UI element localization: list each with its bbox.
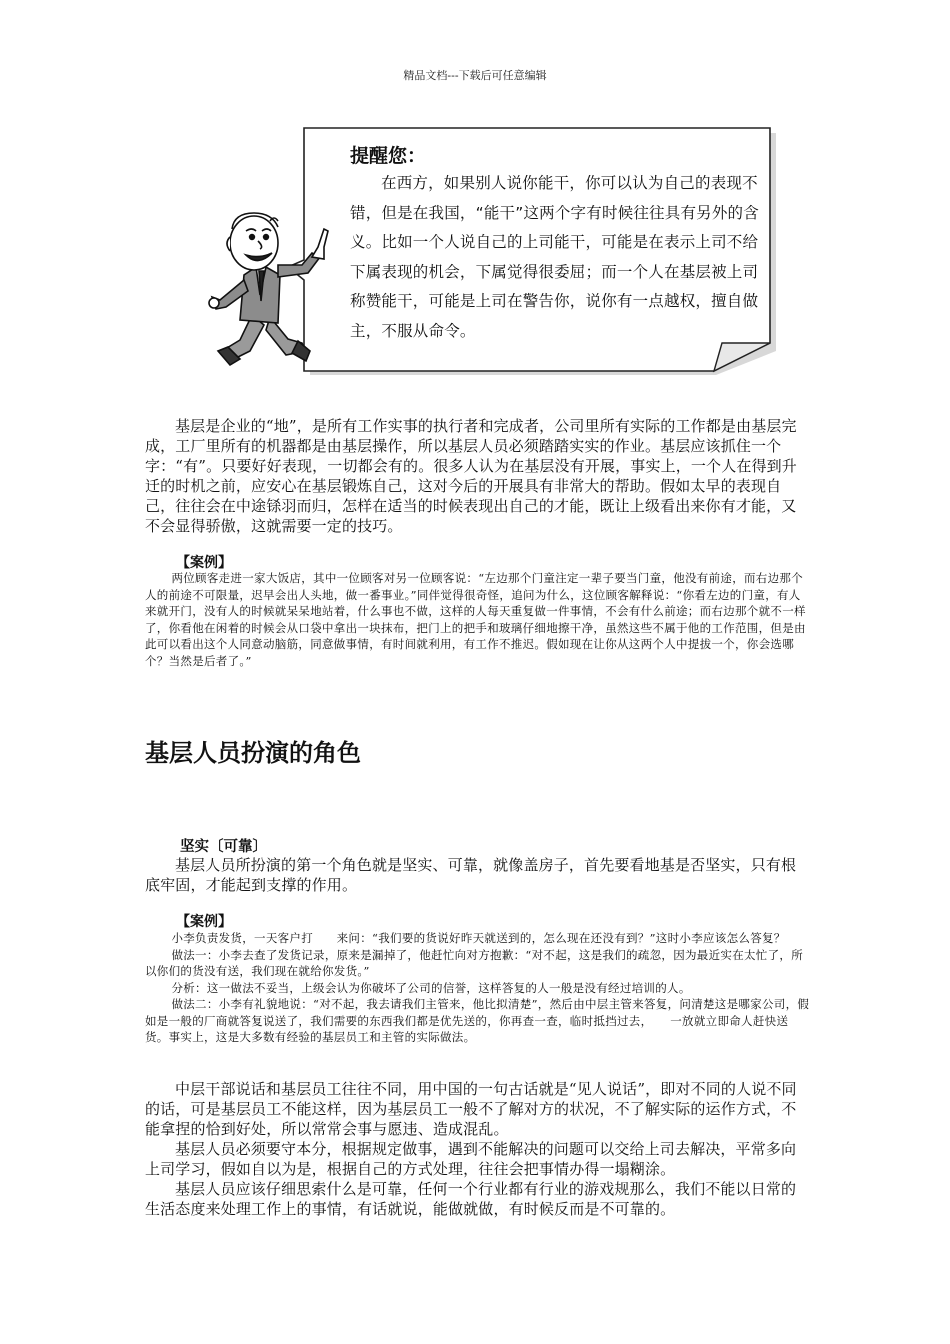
closing-paragraph: 中层干部说话和基层员工往往不同，用中国的一句古话就是“见人说话”，即对不同的人说不同的话，可是基层员工不能这样，因为基层员工一般不了解对方的状况，不了解实际的运作方式，不能拿捏的恰到好处，所以常常会事与愿违、造成混乱。: [145, 1080, 797, 1138]
closing-paragraphs: [145, 1079, 810, 1219]
tip-body: 在西方，如果别人说你能干，你可以认为自己的表现不错，但是在我国，“能干”这两个字有时候往往具有另外的含义。比如一个人说自己的上司能干，可能是在表示上司不给下属表现的机会，下属觉得很委屈；而一个人在基层被上司称赞能干，可能是上司在警告你，说你有一点越权，擅自做主，不服从命令。: [350, 174, 759, 340]
role-paragraph: 基层人员所扮演的第一个角色就是坚实、可靠，就像盖房子，首先要看地基是否坚实，只有根底牢固，才能起到支撑的作用。: [145, 856, 797, 894]
closing-paragraph: 基层人员必须要守本分，根据规定做事，遇到不能解决的问题可以交给上司去解决，平常多向上司学习，假如自以为是，根据自己的方式处理，往往会把事情办得一塌糊涂。: [145, 1140, 797, 1178]
case-line: 小李负责发货，一天客户打 来问：“我们要的货说好昨天就送到的，怎么现在还没有到？”这时小李应该怎么答复？: [171, 931, 786, 945]
tip-title: 提醒您：: [350, 145, 427, 167]
tip-callout: [200, 125, 778, 377]
case-text: [145, 930, 810, 1046]
case-line: 做法一：小李去查了发货记录，原来是漏掉了，他赶忙向对方抱歉：“对不起，这是我们的疏忽，因为最近实在太忙了，所以你们的货没有送，我们现在就给你发货。”: [145, 947, 804, 978]
intro-paragraph: 基层是企业的“地”，是所有工作实事的执行者和完成者，公司里所有实际的工作都是由基层完成，工厂里所有的机器都是由基层操作，所以基层人员必须踏踏实实的作业。基层应该抓住一个字：“有”。只要好好表现，一切都会有的。很多人认为在基层没有开展，事实上，一个人在得到升迁的时机之前，应安心在基层锻炼自己，这对今后的开展具有非常大的帮助。假如太早的表现自己，往往会在中途铩羽而归，怎样在适当的时候表现出自己的才能，既让上级看出来你有才能，又不会显得骄傲，这就需要一定的技巧。: [145, 417, 797, 535]
case-label: 【案例】: [176, 914, 232, 930]
page-header: 精品文档---下载后可任意编辑: [403, 69, 547, 82]
case-text: [145, 570, 810, 669]
case-line: 做法二：小李有礼貌地说：“对不起，我去请我们主管来，他比拟清楚”，然后由中层主管来答复，问清楚这是哪家公司，假如是一般的厂商就答复说送了，我们需要的东西我们都是优先送的，你再查一查，临时抵挡过去， 一放就立即命人赶快送货。事实上，这是大多数有经验的基层员工和主管的实际做法。: [145, 997, 810, 1044]
case-label: 【案例】: [176, 555, 232, 571]
closing-paragraph: 基层人员应该仔细思索什么是可靠，任何一个行业都有行业的游戏规那么，我们不能以日常的生活态度来处理工作上的事情，有话就说，能做就做，有时候反而是不可靠的。: [145, 1180, 797, 1218]
case-line: 分析：这一做法不妥当，上级会认为你破坏了公司的信誉，这样答复的人一般是没有经过培训的人。: [171, 980, 691, 995]
case-story: 两位顾客走进一家大饭店，其中一位顾客对另一位顾客说：“左边那个门童注定一辈子要当门童，他没有前途，而右边那个人的前途不可限量，迟早会出人头地，做一番事业。”同伴觉得很奇怪，追问为什么，这位顾客解释说：“你看左边的门童，有人来就开门，没有人的时候就呆呆地站着，什么事也不做，这样的人每天重复做一件事情，不会有什么前途；而右边那个就不一样了，你看他在闲着的时候会从口袋中拿出一块抹布，把门上的把手和玻璃仔细地擦干净，虽然这些不属于他的工作范围，但是由此可以看出这个人同意动脑筋，同意做事情，有时间就利用，有工作不推迟。假如现在让你从这两个人中提拔一个，你会选哪个？当然是后者了。”: [145, 571, 806, 668]
section-heading: 基层人员扮演的角色: [145, 739, 361, 767]
subheading: 坚实〔可靠〕: [180, 839, 267, 855]
